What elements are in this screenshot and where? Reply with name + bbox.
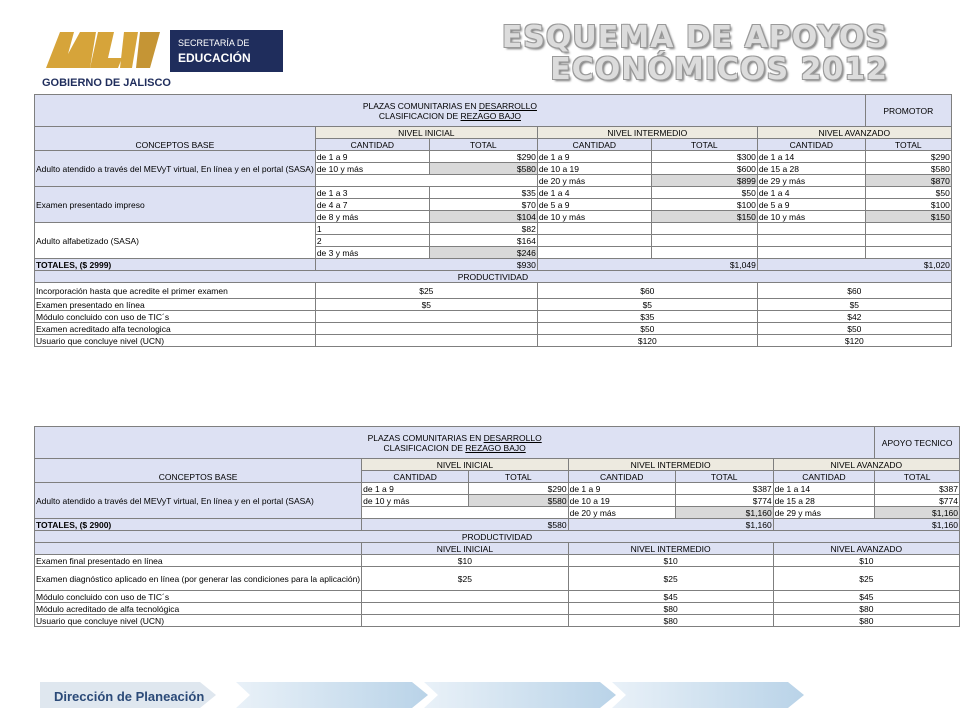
- table-cell: $25: [362, 567, 568, 591]
- page-title-line1: ESQUEMA DE APOYOS: [501, 20, 888, 55]
- table-cell: [362, 603, 568, 615]
- table-cell: 1: [315, 223, 429, 235]
- table2-cantidad-header: CANTIDAD: [362, 471, 469, 483]
- footer-banner: [40, 678, 810, 712]
- page-title-line2: ECONÓMICOS 2012: [550, 52, 888, 87]
- table-row: [35, 187, 952, 199]
- table-cell: de 1 a 4: [757, 187, 865, 199]
- table-cell: de 10 y más: [537, 211, 651, 223]
- table-cell: $290: [865, 151, 951, 163]
- table-cell: $80: [568, 615, 773, 627]
- table-cell: [537, 247, 651, 259]
- table-cell: Examen diagnóstico aplicado en línea (por generar las condiciones para la aplicación): [35, 567, 362, 591]
- table-cell: $774: [675, 495, 773, 507]
- table-cell: $580: [469, 495, 568, 507]
- table-cell: $164: [429, 235, 537, 247]
- table-cell: $100: [865, 199, 951, 211]
- table-cell: de 1 a 4: [537, 187, 651, 199]
- table-cell: [362, 615, 568, 627]
- table1-total-header: TOTAL: [651, 139, 757, 151]
- table-cell: [865, 223, 951, 235]
- table-cell: $35: [429, 187, 537, 199]
- footer-arrow-1: [236, 682, 428, 708]
- table-row: [35, 519, 960, 531]
- table-cell: de 10 y más: [757, 211, 865, 223]
- table-cell: $50: [651, 187, 757, 199]
- table-row: [35, 151, 952, 163]
- table2-level-intermedio: NIVEL INTERMEDIO: [568, 459, 773, 471]
- table-cell: $80: [568, 603, 773, 615]
- table-cell: $45: [773, 591, 959, 603]
- table-row: [35, 283, 952, 299]
- table-cell: $25: [773, 567, 959, 591]
- table-cell: [865, 235, 951, 247]
- table-row: [35, 223, 952, 235]
- table-cell: $5: [757, 299, 951, 311]
- table-cell: 2: [315, 235, 429, 247]
- table1-concept-adulto-alfa: Adulto alfabetizado (SASA): [35, 223, 316, 259]
- table2-total-avanzado: $1,160: [773, 519, 959, 531]
- table-cell: [865, 247, 951, 259]
- table-cell: Examen final presentado en línea: [35, 555, 362, 567]
- table-cell: Módulo concluido con uso de TIC´s: [35, 591, 362, 603]
- apoyo-tecnico-table: [34, 426, 960, 627]
- table2-total-header: TOTAL: [469, 471, 568, 483]
- table2-concept-adulto-mevyt: Adulto atendido a través del MEVyT virtual, En línea y en el portal (SASA): [35, 483, 362, 519]
- table2-prod-level-avanzado: NIVEL AVANZADO: [773, 543, 959, 555]
- table-cell: $10: [568, 555, 773, 567]
- table-cell: $387: [675, 483, 773, 495]
- table-cell: $5: [537, 299, 757, 311]
- table-cell: de 8 y más: [315, 211, 429, 223]
- table-cell: $42: [757, 311, 951, 323]
- table1-plazas-header: PLAZAS COMUNITARIAS EN DESARROLLO CLASIFICACION DE REZAGO BAJO: [35, 95, 866, 127]
- table-cell: [537, 223, 651, 235]
- table-cell: $774: [875, 495, 960, 507]
- table-cell: [651, 247, 757, 259]
- table-cell: $25: [568, 567, 773, 591]
- promotor-table: [34, 94, 952, 347]
- table-cell: de 10 y más: [362, 495, 469, 507]
- table-cell: $246: [429, 247, 537, 259]
- table-row: [35, 555, 960, 567]
- table2-level-avanzado: NIVEL AVANZADO: [773, 459, 959, 471]
- table-cell: $50: [537, 323, 757, 335]
- table-cell: $10: [362, 555, 568, 567]
- table-cell: Módulo concluido con uso de TIC´s: [35, 311, 316, 323]
- table-cell: [362, 507, 568, 519]
- table-cell: $45: [568, 591, 773, 603]
- logo-line2-text: EDUCACIÓN: [178, 51, 251, 65]
- table-cell: de 1 a 9: [315, 151, 429, 163]
- table-cell: $1,160: [875, 507, 960, 519]
- table-cell: $290: [429, 151, 537, 163]
- table2-plazas-header: PLAZAS COMUNITARIAS EN DESARROLLO CLASIFICACION DE REZAGO BAJO: [35, 427, 875, 459]
- table-row: [35, 311, 952, 323]
- table-cell: de 1 a 14: [757, 151, 865, 163]
- table-cell: $870: [865, 175, 951, 187]
- table1-concept-adulto-mevyt: Adulto atendido a través del MEVyT virtual, En línea y en el portal (SASA): [35, 151, 316, 187]
- table2-cantidad-header: CANTIDAD: [773, 471, 875, 483]
- table-cell: $70: [429, 199, 537, 211]
- table2-prod-level-intermedio: NIVEL INTERMEDIO: [568, 543, 773, 555]
- table-cell: $5: [315, 299, 537, 311]
- table-cell: $120: [757, 335, 951, 347]
- table-cell: de 5 a 9: [757, 199, 865, 211]
- table-cell: [757, 223, 865, 235]
- table-row: [35, 335, 952, 347]
- table-cell: $104: [429, 211, 537, 223]
- table-cell: de 5 a 9: [537, 199, 651, 211]
- table2-level-inicial: NIVEL INICIAL: [362, 459, 568, 471]
- table-row: [35, 567, 960, 591]
- table-cell: $60: [537, 283, 757, 299]
- table-row: [35, 483, 960, 495]
- table-cell: [315, 311, 537, 323]
- table1-level-avanzado: NIVEL AVANZADO: [757, 127, 951, 139]
- table-cell: de 4 a 7: [315, 199, 429, 211]
- table-cell: de 10 a 19: [568, 495, 675, 507]
- table-cell: de 10 a 19: [537, 163, 651, 175]
- table-cell: [315, 323, 537, 335]
- table-row: [35, 323, 952, 335]
- table-cell: $50: [757, 323, 951, 335]
- table-cell: $82: [429, 223, 537, 235]
- table1-total-header: TOTAL: [429, 139, 537, 151]
- table-cell: $10: [773, 555, 959, 567]
- table-row: [35, 299, 952, 311]
- jalisco-education-logo: [40, 24, 285, 92]
- table-cell: $100: [651, 199, 757, 211]
- table-cell: de 20 y más: [537, 175, 651, 187]
- table-cell: $120: [537, 335, 757, 347]
- table1-totales-label: TOTALES, ($ 2999): [35, 259, 316, 271]
- table-cell: [35, 543, 362, 555]
- table2-prod-level-inicial: NIVEL INICIAL: [362, 543, 568, 555]
- table-cell: $150: [651, 211, 757, 223]
- logo-gov-text: GOBIERNO DE JALISCO: [42, 77, 171, 89]
- footer-arrow-3: [612, 682, 804, 708]
- table1-cantidad-header: CANTIDAD: [537, 139, 651, 151]
- table-cell: $290: [469, 483, 568, 495]
- table1-level-inicial: NIVEL INICIAL: [315, 127, 537, 139]
- table-cell: $300: [651, 151, 757, 163]
- table-cell: de 20 y más: [568, 507, 675, 519]
- table1-productividad-header: PRODUCTIVIDAD: [35, 271, 952, 283]
- table-row: [35, 591, 960, 603]
- table-cell: $35: [537, 311, 757, 323]
- table-cell: $600: [651, 163, 757, 175]
- table2-totales-label: TOTALES, ($ 2900): [35, 519, 362, 531]
- table-cell: $899: [651, 175, 757, 187]
- table-cell: de 1 a 3: [315, 187, 429, 199]
- table-cell: Examen acreditado alfa tecnologica: [35, 323, 316, 335]
- table2-productividad-header: PRODUCTIVIDAD: [35, 531, 960, 543]
- table-row: [35, 615, 960, 627]
- table-cell: $50: [865, 187, 951, 199]
- table-cell: $580: [865, 163, 951, 175]
- table-cell: de 3 y más: [315, 247, 429, 259]
- table1-level-intermedio: NIVEL INTERMEDIO: [537, 127, 757, 139]
- table-cell: Incorporación hasta que acredite el primer examen: [35, 283, 316, 299]
- table-cell: Módulo acreditado de alfa tecnológica: [35, 603, 362, 615]
- table2-total-header: TOTAL: [875, 471, 960, 483]
- table-cell: [757, 247, 865, 259]
- logo-line1-text: SECRETARÍA DE: [178, 38, 250, 48]
- table-cell: $387: [875, 483, 960, 495]
- table-cell: $25: [315, 283, 537, 299]
- table-cell: Examen presentado en línea: [35, 299, 316, 311]
- table-cell: [315, 335, 537, 347]
- table-cell: [651, 235, 757, 247]
- table2-conceptos-header: CONCEPTOS BASE: [35, 459, 362, 483]
- table1-role-header: PROMOTOR: [865, 95, 951, 127]
- table-cell: [362, 591, 568, 603]
- table1-total-avanzado: $1,020: [757, 259, 951, 271]
- table-cell: [315, 175, 537, 187]
- table-cell: de 10 y más: [315, 163, 429, 175]
- table-cell: $80: [773, 615, 959, 627]
- table-cell: de 15 a 28: [757, 163, 865, 175]
- table-cell: de 15 a 28: [773, 495, 875, 507]
- table1-total-inicial: $930: [315, 259, 537, 271]
- footer-label: Dirección de Planeación: [54, 689, 205, 704]
- table-cell: de 29 y más: [757, 175, 865, 187]
- table-cell: $580: [429, 163, 537, 175]
- table1-cantidad-header: CANTIDAD: [315, 139, 429, 151]
- table-cell: de 1 a 9: [537, 151, 651, 163]
- table2-total-header: TOTAL: [675, 471, 773, 483]
- table-row: [35, 259, 952, 271]
- table-cell: [537, 235, 651, 247]
- table-cell: [757, 235, 865, 247]
- table2-total-intermedio: $1,160: [568, 519, 773, 531]
- table-row: [35, 603, 960, 615]
- page-title: [502, 22, 888, 86]
- table-cell: Usuario que concluye nivel (UCN): [35, 615, 362, 627]
- table-cell: Usuario que concluye nivel (UCN): [35, 335, 316, 347]
- table-cell: de 29 y más: [773, 507, 875, 519]
- table2-total-inicial: $580: [362, 519, 568, 531]
- table-cell: $60: [757, 283, 951, 299]
- table-cell: [651, 223, 757, 235]
- footer-arrow-2: [424, 682, 616, 708]
- table-cell: de 1 a 9: [568, 483, 675, 495]
- table-cell: de 1 a 9: [362, 483, 469, 495]
- table-cell: $150: [865, 211, 951, 223]
- table-cell: de 1 a 14: [773, 483, 875, 495]
- table-cell: $1,160: [675, 507, 773, 519]
- table1-total-intermedio: $1,049: [537, 259, 757, 271]
- table2-role-header: APOYO TECNICO: [875, 427, 960, 459]
- table2-cantidad-header: CANTIDAD: [568, 471, 675, 483]
- table1-cantidad-header: CANTIDAD: [757, 139, 865, 151]
- table1-conceptos-header: CONCEPTOS BASE: [35, 127, 316, 151]
- table1-total-header: TOTAL: [865, 139, 951, 151]
- table1-concept-examen-impreso: Examen presentado impreso: [35, 187, 316, 223]
- table-cell: $80: [773, 603, 959, 615]
